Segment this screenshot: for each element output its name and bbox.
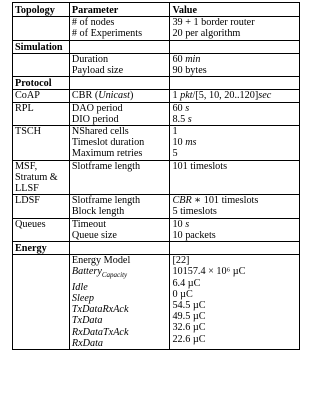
value-line: CBR ∗ 101 timeslots — [172, 195, 259, 207]
value-line: 60 min — [172, 53, 201, 65]
topology-cell: TSCH — [13, 126, 70, 161]
header-parameter: Parameter — [69, 3, 170, 17]
parameter-line: Payload size — [71, 65, 124, 77]
value-line: 60 s — [172, 102, 190, 114]
section-empty — [69, 242, 170, 255]
parameter-line: Battery$_{Capacity}$ — [71, 266, 128, 280]
value-line: 101 timeslots — [172, 160, 228, 172]
parameter-cell — [69, 160, 170, 195]
value-line: 8.5 s — [172, 113, 192, 125]
parameter-cell — [69, 102, 170, 125]
parameter-line: Timeout — [71, 218, 107, 230]
parameter-line: DIO period — [71, 113, 119, 125]
value-line: [22] — [172, 255, 190, 267]
section-label: Energy — [13, 242, 70, 255]
value-line: 32.6 µC — [172, 322, 206, 334]
topology-cell: CoAP — [13, 90, 70, 102]
value-cell — [170, 255, 300, 350]
section-empty — [170, 77, 300, 90]
value-line: 1 — [172, 126, 178, 138]
section-row — [13, 77, 300, 90]
value-cell — [170, 218, 300, 241]
parameter-line: Idle — [71, 281, 88, 293]
parameter-cell — [69, 218, 170, 241]
value-cell — [170, 160, 300, 195]
parameter-line: Block length — [71, 206, 125, 218]
parameter-cell — [69, 90, 170, 102]
value-cell — [170, 102, 300, 125]
parameter-line: RxData — [71, 337, 104, 349]
parameter-line: Queue size — [71, 229, 117, 241]
parameter-line: RxDataTxAck — [71, 326, 129, 338]
table-row — [13, 160, 300, 195]
value-line: 10 s — [172, 218, 190, 230]
value-line: 39 + 1 border router — [172, 17, 255, 29]
table-row — [13, 17, 300, 40]
section-row — [13, 242, 300, 255]
value-line: 10 ms — [172, 137, 197, 149]
topology-cell — [13, 255, 70, 350]
value-cell — [170, 126, 300, 161]
value-line: 54.5 µC — [172, 300, 206, 312]
parameter-line: Maximum retries — [71, 148, 143, 160]
table-row — [13, 195, 300, 218]
parameter-line: TxDataRxAck — [71, 304, 129, 316]
table-row — [13, 126, 300, 161]
table-row — [13, 102, 300, 125]
value-line: 6.4 µC — [172, 277, 201, 289]
parameter-cell — [69, 53, 170, 76]
section-empty — [170, 242, 300, 255]
parameter-cell — [69, 17, 170, 40]
topology-cell: MSF, Stratum & LLSF — [13, 160, 70, 195]
topology-cell — [13, 17, 70, 40]
parameter-cell — [69, 195, 170, 218]
parameter-line: Energy Model — [71, 255, 131, 267]
value-line: 49.5 µC — [172, 311, 206, 323]
value-line: 5 — [172, 148, 178, 160]
section-empty — [69, 40, 170, 53]
table-header-row — [13, 3, 300, 17]
parameter-line: Timeslot duration — [71, 137, 145, 149]
section-label: Simulation — [13, 40, 70, 53]
value-line: 10 packets — [172, 229, 216, 241]
value-line: 1 pkt/[5, 10, 20..120]sec — [172, 90, 272, 102]
parameter-line: CBR (Unicast) — [71, 90, 134, 102]
value-line: 5 timeslots — [172, 206, 217, 218]
header-value: Value — [170, 3, 300, 17]
table-row — [13, 90, 300, 102]
value-line: 90 bytes — [172, 65, 207, 77]
section-row — [13, 40, 300, 53]
parameter-line: # of Experiments — [71, 28, 143, 40]
parameter-cell — [69, 255, 170, 350]
parameter-line: NShared cells — [71, 126, 129, 138]
section-label: Protocol — [13, 77, 70, 90]
parameter-line: TxData — [71, 315, 103, 327]
parameter-line: DAO period — [71, 102, 123, 114]
table-row — [13, 218, 300, 241]
table-row — [13, 255, 300, 350]
header-topology: Topology — [13, 3, 70, 17]
parameter-line: # of nodes — [71, 17, 115, 29]
value-cell — [170, 195, 300, 218]
topology-cell: LDSF — [13, 195, 70, 218]
value-line: 20 per algorithm — [172, 28, 241, 40]
value-cell — [170, 17, 300, 40]
value-cell — [170, 90, 300, 102]
table-row — [13, 53, 300, 76]
value-line: 10157.4 × 10⁶ µC — [172, 266, 246, 278]
section-empty — [170, 40, 300, 53]
section-empty — [69, 77, 170, 90]
topology-cell: RPL — [13, 102, 70, 125]
parameter-cell — [69, 126, 170, 161]
value-cell — [170, 53, 300, 76]
topology-cell: Queues — [13, 218, 70, 241]
parameter-line: Sleep — [71, 292, 94, 304]
parameter-line: Duration — [71, 53, 109, 65]
value-line: 0 µC — [172, 288, 193, 300]
parameter-line: Slotframe length — [71, 195, 141, 207]
topology-cell — [13, 53, 70, 76]
table-body — [13, 17, 300, 350]
parameter-line: Slotframe length — [71, 160, 141, 172]
parameters-table — [12, 2, 300, 350]
value-line: 22.6 µC — [172, 333, 206, 345]
